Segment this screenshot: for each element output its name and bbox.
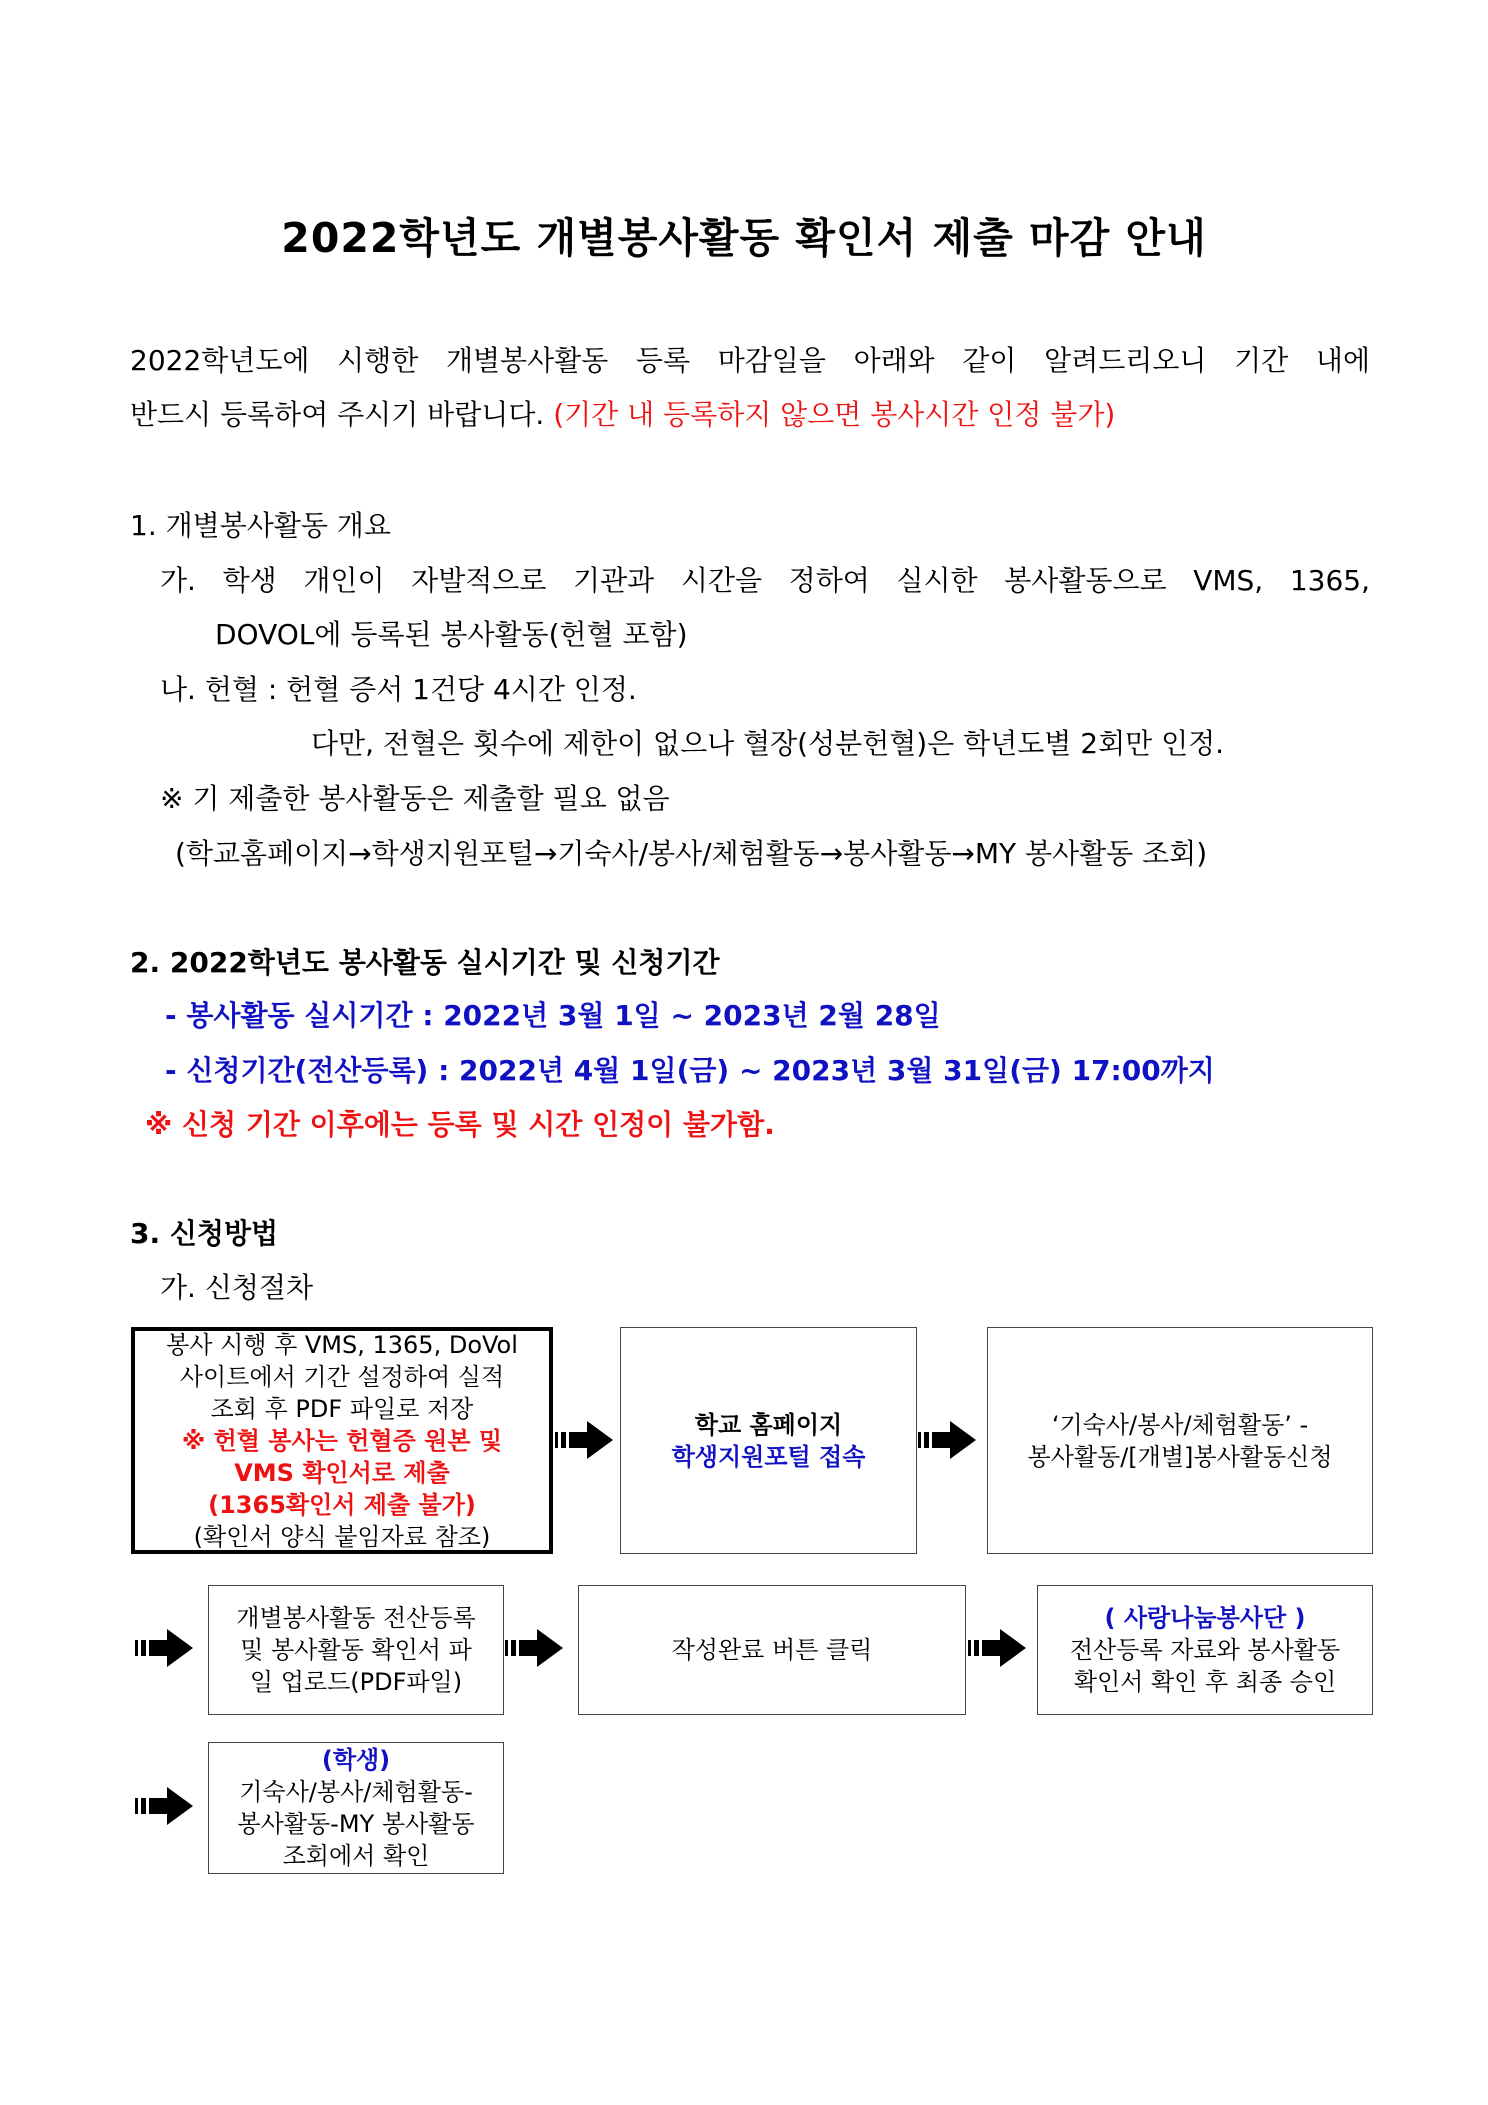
section1-note2: (학교홈페이지→학생지원포털→기숙사/봉사/체험활동→봉사활동→MY 봉사활동 조회) [175,837,1208,870]
flow-step-7-line3: 봉사활동-MY 봉사활동 [237,1810,475,1838]
flow-step-1-warning3: (1365확인서 제출 불가) [208,1490,476,1519]
flow-step-2-line2: 학생지원포털 접속 [671,1442,866,1471]
flow-step-3-line2: 봉사활동/[개별]봉사활동신청 [1027,1442,1333,1471]
flow-step-1-warning1: ※ 헌혈 봉사는 헌혈증 원본 및 [181,1426,503,1455]
section2-period: - 봉사활동 실시기간 : 2022년 3월 1일 ~ 2023년 2월 28일 [165,999,941,1032]
flow-arrow-1-icon [555,1419,617,1461]
flow-step-4-box [208,1585,504,1715]
flow-step-7-line4: 조회에서 확인 [282,1842,430,1870]
flow-step-6-line3: 확인서 확인 후 최종 승인 [1073,1668,1337,1696]
section2-warning: ※ 신청 기간 이후에는 등록 및 시간 인정이 불가함. [145,1108,775,1141]
flow-step-1-box [131,1327,553,1554]
flow-step-1-line3: 조회 후 PDF 파일로 저장 [210,1394,474,1423]
flow-step-4-line2: 및 봉사활동 확인서 파 [240,1636,472,1664]
flow-step-4-line3: 일 업로드(PDF파일) [249,1668,463,1696]
flow-step-3-line1: ‘기숙사/봉사/체험활동’ - [1051,1410,1309,1439]
flow-step-1-line1: 봉사 시행 후 VMS, 1365, DoVol [166,1330,518,1359]
section1-na-line1: 나. 헌혈 : 헌혈 증서 1건당 4시간 인정. [160,673,637,706]
flow-step-7-box [208,1742,504,1874]
flow-step-1-line2: 사이트에서 기간 설정하여 실적 [179,1362,505,1391]
flow-step-6-line1: ( 사랑나눔봉사단 ) [1104,1604,1306,1632]
section1-heading: 1. 개별봉사활동 개요 [130,509,391,542]
flow-step-6-line2: 전산등록 자료와 봉사활동 [1069,1636,1341,1664]
flow-step-2-line1: 학교 홈페이지 [694,1410,843,1439]
section1-ga-line2: DOVOL에 등록된 봉사활동(헌혈 포함) [215,618,688,651]
intro-line-2-text: 반드시 등록하여 주시기 바랍니다. [130,398,554,431]
flow-step-4-line1: 개별봉사활동 전산등록 [236,1604,476,1632]
flow-arrow-2-icon [918,1419,980,1461]
flow-step-5-line1: 작성완료 버튼 클릭 [671,1636,873,1664]
flow-step-5-box [578,1585,966,1715]
section1-ga-line1: 가. 학생 개인이 자발적으로 기관과 시간을 정하여 실시한 봉사활동으로 VMS, 1365, [160,564,1370,597]
section3-heading: 3. 신청방법 [130,1217,279,1250]
flow-arrow-5-icon [968,1627,1030,1669]
section3-sub: 가. 신청절차 [160,1271,314,1304]
flow-step-2-box [620,1327,917,1554]
flow-step-7-line1: (학생) [321,1746,391,1774]
flow-step-7-line2: 기숙사/봉사/체험활동- [239,1778,473,1806]
intro-line-2 [130,397,1115,433]
page-title: 2022학년도 개별봉사활동 확인서 제출 마감 안내 [281,214,1207,262]
flow-step-3-box [987,1327,1373,1554]
section2-heading: 2. 2022학년도 봉사활동 실시기간 및 신청기간 [130,946,720,979]
section2-apply: - 신청기간(전산등록) : 2022년 4월 1일(금) ~ 2023년 3월 31일(금) 17:00까지 [165,1054,1215,1087]
flow-arrow-6-icon [135,1785,197,1827]
flow-arrow-3-icon [135,1627,197,1669]
intro-line-1: 2022학년도에 시행한 개별봉사활동 등록 마감일을 아래와 같이 알려드리오니 기간 내에 [130,344,1370,377]
section1-na-line2: 다만, 전혈은 횟수에 제한이 없으나 혈장(성분헌혈)은 학년도별 2회만 인정. [311,727,1225,760]
flow-step-1-warning2: VMS 확인서로 제출 [234,1458,450,1487]
flow-arrow-4-icon [505,1627,567,1669]
section1-note1: ※ 기 제출한 봉사활동은 제출할 필요 없음 [160,782,670,815]
flow-step-6-box [1037,1585,1373,1715]
flow-step-1-line4: (확인서 양식 붙임자료 참조) [193,1522,491,1551]
intro-warning: (기간 내 등록하지 않으면 봉사시간 인정 불가) [553,398,1116,431]
